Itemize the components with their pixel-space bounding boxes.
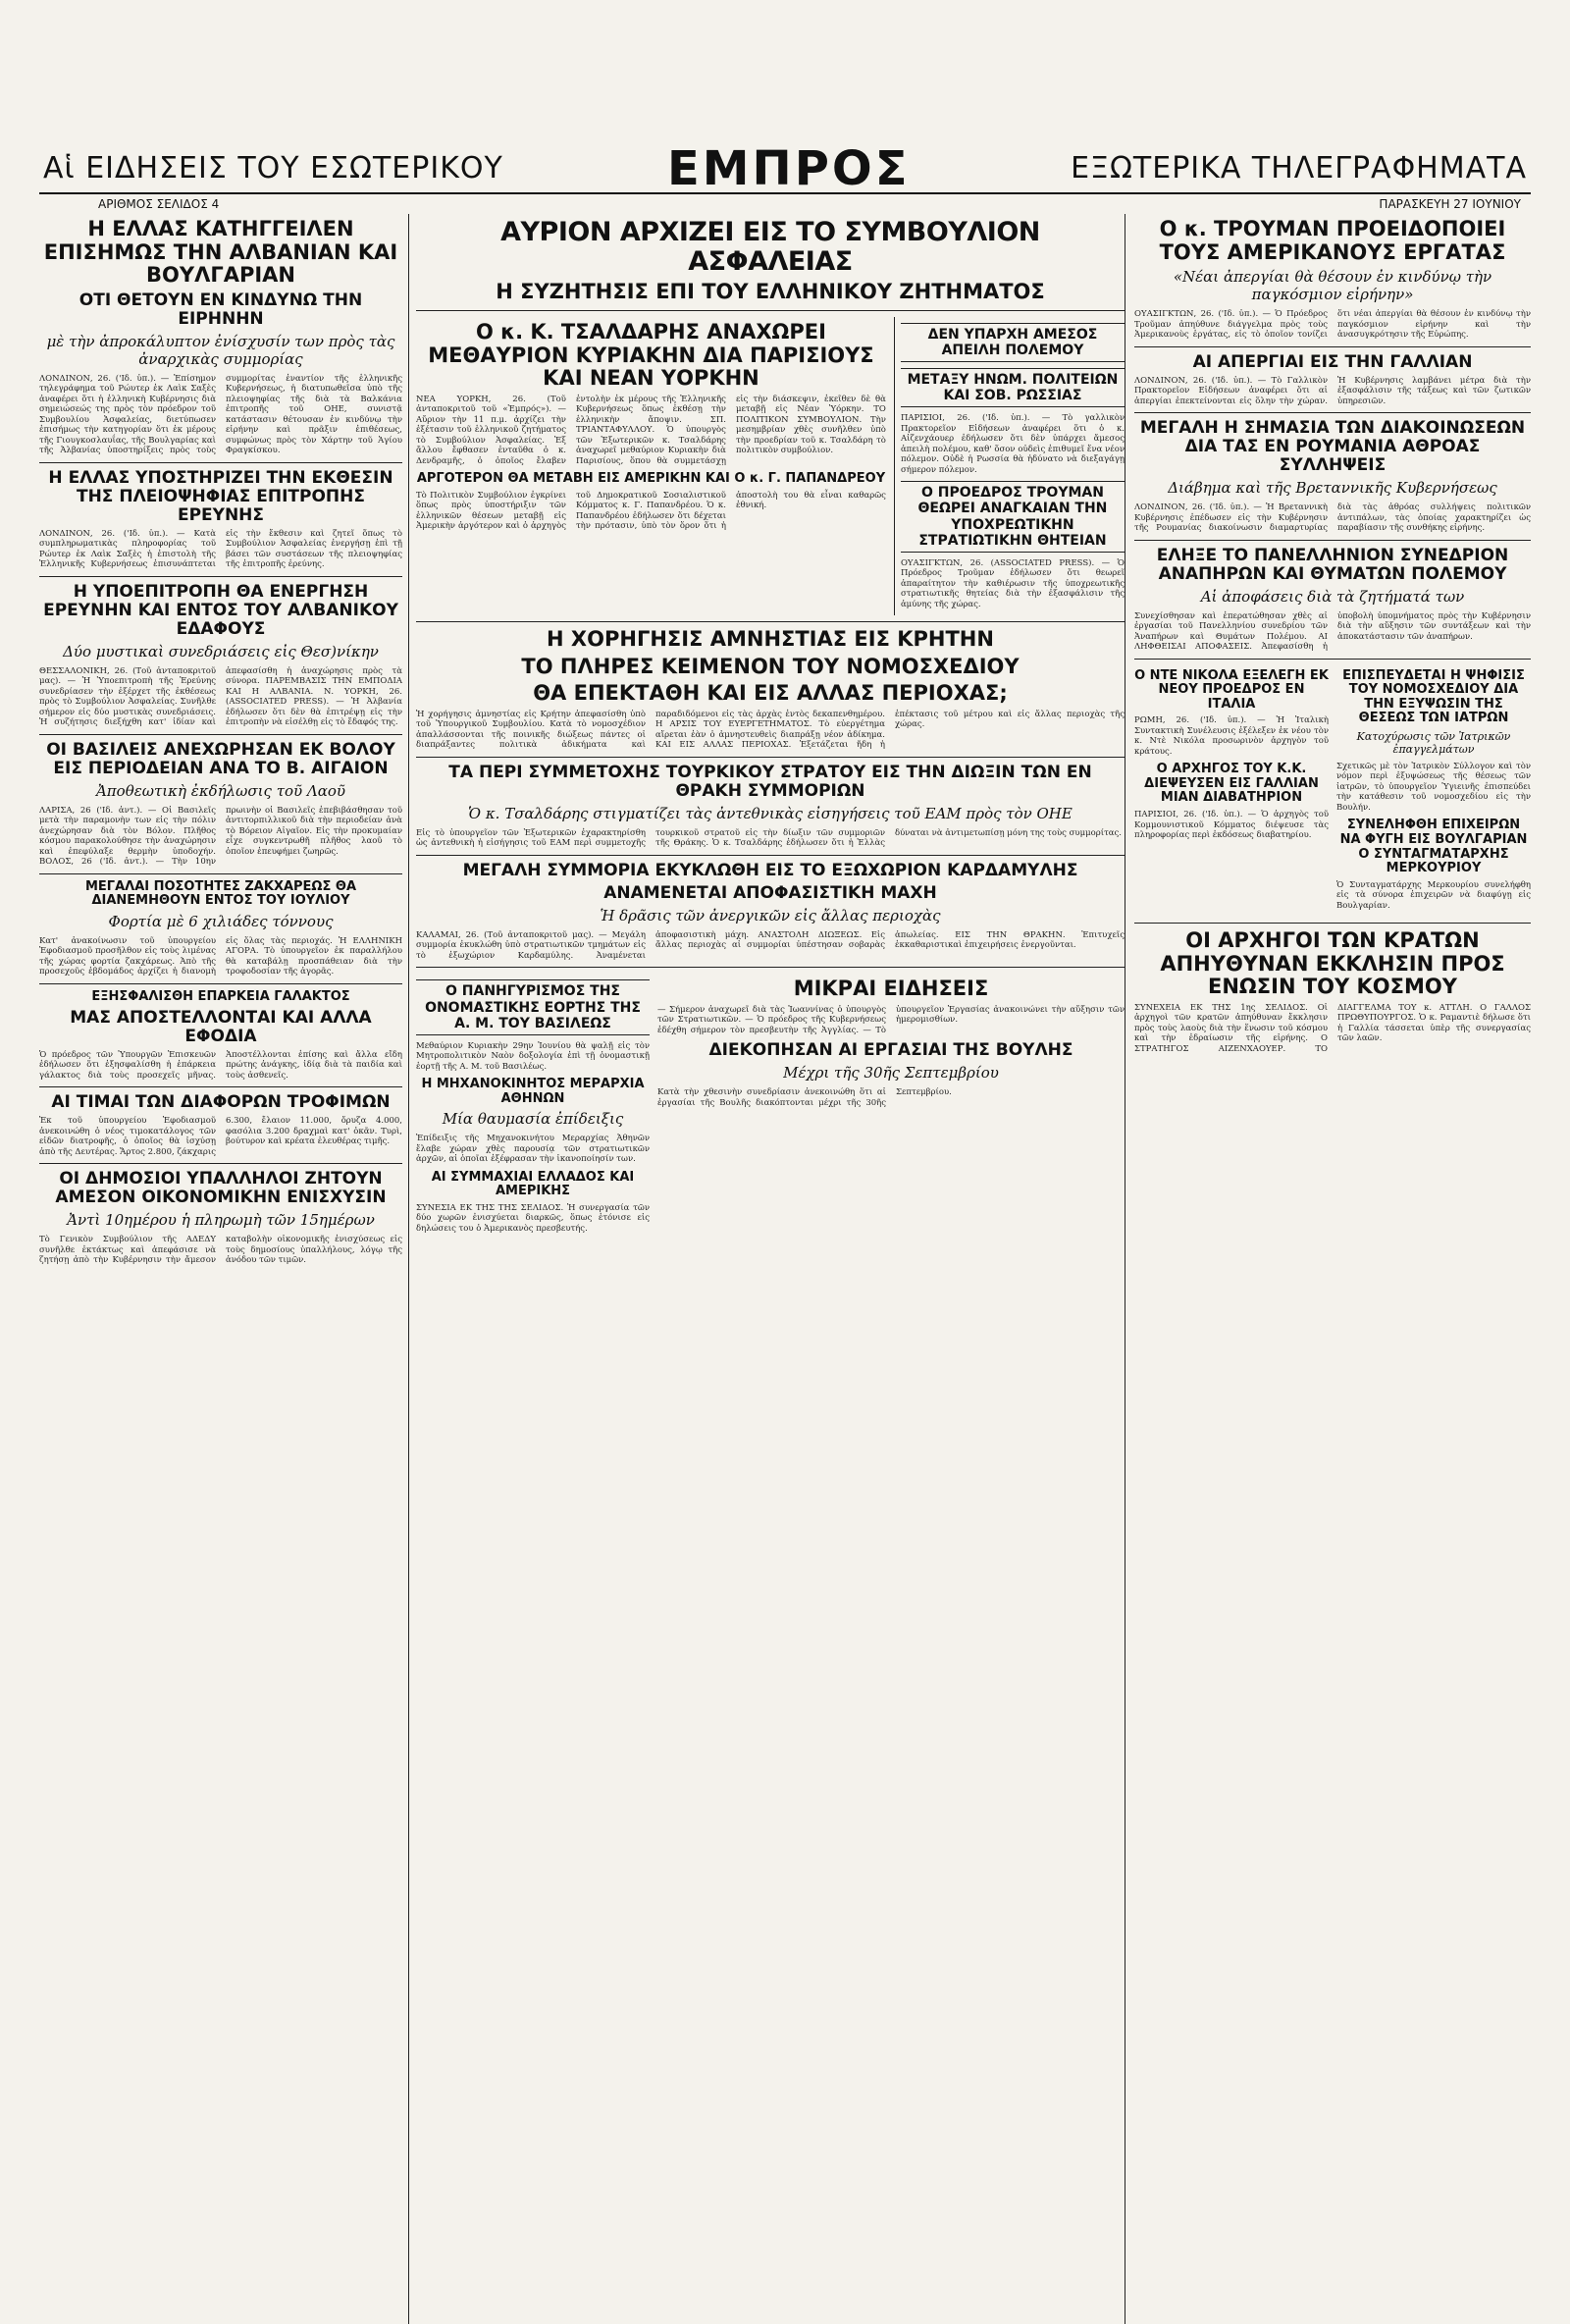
divider [39,983,402,984]
newspaper-logo: ΕΜΠΡΟΣ [667,141,911,196]
article-body: Τὸ Πολιτικὸν Συμβούλιον ἐγκρίνει ὅπως πρὸς ὑποστήριξιν τῶν ἑλληνικῶν θέσεων μεταβῇ εἰς Ἀμερικὴν ἀργότερον καὶ ὁ ἀρχηγὸς τοῦ Δημοκρατικοῦ Σοσιαλιστικοῦ Κόμματος κ. Γ. Παπανδρέου. Ὁ κ. Παπανδρέου ἐδήλωσεν ὅτι δέχεται τὴν πρότασιν, ὑπὸ τὸν ὅρον ὅτι ἡ ἀποστολὴ του θὰ εἶναι καθαρῶς ἐθνική. [416,490,886,532]
article-body: Κατ' ἀνακοίνωσιν τοῦ ὑπουργείου Ἐφοδιασμοῦ προσῆλθον εἰς τοὺς λιμένας τῆς χώρας φορτία ζακχάρεως. Ἀπὸ τῆς προσεχοῦς ἑβδομάδος ἀρχίζει ἡ διανομὴ εἰς ὅλας τὰς περιοχάς. Ἡ ΕΛΛΗΝΙΚΗ ΑΓΟΡΑ. Τὸ ὑπουργεῖον ἐκ παραλλήλου θὰ καταβάλῃ προσπάθειαν διὰ τὴν τροφοδοσίαν τῆς ἀγορᾶς. [39,935,402,977]
newspaper-page [39,0,1531,2324]
divider [39,1163,402,1164]
article-deck: Μία θαυμασία ἐπίδειξις [442,1110,624,1129]
article-headline: ΑΙ ΤΙΜΑΙ ΤΩΝ ΔΙΑΦΟΡΩΝ ΤΡΟΦΙΜΩΝ [51,1092,391,1113]
article-deck: Ἀποθεωτικὴ ἐκδήλωσις τοῦ Λαοῦ [95,781,346,800]
article-body: ΛΟΝΔΙΝΟΝ, 26. ('Ιδ. ὑπ.). — Ἡ Βρεταννικὴ Κυβέρνησις ἐπέδωσεν εἰς τὴν Κυβέρνησιν τῆς Ρουμανίας διακοίνωσιν διαμαρτυρίας διὰ τὰς ἀθρόας συλλήψεις πολιτικῶν ἀντιπάλων, τὰς ὁποίας χαρακτηρίζει ὡς παραβίασιν τῆς συνθήκης εἰρήνης. [1134,502,1531,534]
article-deck: Ἀντὶ 10ημέρου ἡ πληρωμὴ τῶν 15ημέρων [67,1211,375,1230]
article-body: ΛΟΝΔΙΝΟΝ, 26. ('Ιδ. ὑπ.). — Τὸ Γαλλικὸν Πρακτορεῖον Εἰδήσεων ἀναφέρει ὅτι αἱ ἀπεργίαι ἐπεκτείνονται εἰς ὅλην τὴν χώραν. Ἡ Κυβέρνησις λαμβάνει μέτρα διὰ τὴν ἐξασφάλισιν τῆς τάξεως καὶ τῶν ζωτικῶν ὑπηρεσιῶν. [1134,375,1531,406]
article-body: ΡΩΜΗ, 26. ('Ιδ. ὑπ.). — Ἡ Ἰταλικὴ Συντακτικὴ Συνέλευσις ἐξέλεξεν ἐκ νέου τὸν κ. Ντὲ Νικόλα προσωρινὸν ἀρχηγὸν τοῦ κράτους. [1134,715,1329,757]
article-headline: ΕΞΗΣΦΑΛΙΣΘΗ ΕΠΑΡΚΕΙΑ ΓΑΛΑΚΤΟΣ [91,988,350,1004]
divider [416,855,1125,856]
article-headline: Η ΕΛΛΑΣ ΚΑΤΗΓΓΕΙΛΕΝ ΕΠΙΣΗΜΩΣ ΤΗΝ ΑΛΒΑΝΙΑΝ ΚΑΙ ΒΟΥΛΓΑΡΙΑΝ [43,217,398,288]
article-headline: ΜΙΚΡΑΙ ΕΙΔΗΣΕΙΣ [793,977,989,1001]
article-body: ΠΑΡΙΣΙΟΙ, 26. ('Ιδ. ὑπ.). — Τὸ γαλλικὸν Πρακτορεῖον Εἰδήσεων ἀναφέρει ὅτι ὁ κ. Αἰζενχάουερ ἐδήλωσεν ὅτι δὲν ὑπάρχει ἄμεσος ἀπειλὴ πολέμου, καθ' ὅσον οὐδεὶς ἐπιθυμεῖ ἕνα νέον πόλεμον. Οὐδὲ ἡ Ρωσσία θὰ ἠδύνατο νὰ διεξαγάγῃ σήμερον πόλεμον. [900,413,1125,475]
divider [416,967,1125,968]
article-deck: Διάβημα καὶ τῆς Βρεταννικῆς Κυβερνήσεως [1168,479,1497,498]
article-headline: Η ΥΠΟΕΠΙΤΡΟΠΗ ΘΑ ΕΝΕΡΓΗΣΗ ΕΡΕΥΝΗΝ ΚΑΙ ΕΝΤΟΣ ΤΟΥ ΑΛΒΑΝΙΚΟΥ ΕΔΑΦΟΥΣ [43,581,398,639]
divider [416,757,1125,758]
article-subheadline: ΜΑΣ ΑΠΟΣΤΕΛΛΟΝΤΑΙ ΚΑΙ ΑΛΛΑ ΕΦΟΔΙΑ [70,1007,372,1046]
divider [39,873,402,874]
article-body: ΚΑΛΑΜΑΙ, 26. (Τοῦ ἀνταποκριτοῦ μας). — Μεγάλη συμμορία ἐκυκλώθη ὑπὸ στρατιωτικῶν τμημάτων εἰς τὸ ἐξωχώριον Καρδαμύλης. Ἀναμένεται ἀποφασιστικὴ μάχη. ΑΝΑΣΤΟΛΗ ΔΙΩΞΕΩΣ. Εἰς ἄλλας περιοχὰς αἱ συμμορίαι ὑπέστησαν σοβαρὰς ἀπωλείας. ΕΙΣ ΤΗΝ ΘΡΑΚΗΝ. Ἐπιτυχεῖς ἐκκαθαριστικαὶ ἐπιχειρήσεις ἐνεργοῦνται. [416,929,1125,961]
article-headline: ΑΡΓΟΤΕΡΟΝ ΘΑ ΜΕΤΑΒΗ ΕΙΣ ΑΜΕΡΙΚΗΝ ΚΑΙ Ο κ. Γ. ΠΑΠΑΝΔΡΕΟΥ [416,471,886,487]
article-headline: ΔΙΕΚΟΠΗΣΑΝ ΑΙ ΕΡΓΑΣΙΑΙ ΤΗΣ ΒΟΥΛΗΣ [708,1040,1073,1061]
boxed-headline: ΔΕΝ ΥΠΑΡΧΗ ΑΜΕΣΟΣ ΑΠΕΙΛΗ ΠΟΛΕΜΟΥ [901,323,1125,362]
divider [1134,540,1531,541]
article-subheadline: ΤΟ ΠΛΗΡΕΣ ΚΕΙΜΕΝΟΝ ΤΟΥ ΝΟΜΟΣΧΕΔΙΟΥ [521,654,1020,678]
divider [416,621,1125,622]
article-body: Ἐπίδειξις τῆς Μηχανοκινήτου Μεραρχίας Ἀθηνῶν ἔλαβε χώραν χθὲς παρουσίᾳ τῶν στρατιωτικῶν ἀρχῶν, αἱ ὁποῖαι ἐξέφρασαν τὴν ἱκανοποίησίν των. [416,1134,650,1165]
article-headline: ΕΠΙΣΠΕΥΔΕΤΑΙ Η ΨΗΦΙΣΙΣ ΤΟΥ ΝΟΜΟΣΧΕΔΙΟΥ ΔΙΑ ΤΗΝ ΕΞΥΨΩΣΙΝ ΤΗΣ ΘΕΣΕΩΣ ΤΩΝ ΙΑΤΡΩΝ [1342,667,1525,726]
article-deck: «Νέαι ἀπεργίαι θὰ θέσουν ἐν κινδύνῳ τὴν παγκόσμιον εἰρήνην» [1173,268,1492,304]
article-deck: Δύο μυστικαὶ συνεδριάσεις εἰς Θεσ)νίκην [63,642,379,660]
article-headline: Η ΜΗΧΑΝΟΚΙΝΗΤΟΣ ΜΕΡΑΡΧΙΑ ΑΘΗΝΩΝ [421,1077,645,1106]
article-deck: Φορτία μὲ 6 χιλιάδες τόννους [108,912,334,930]
article-subheadline: ΑΝΑΜΕΝΕΤΑΙ ΑΠΟΦΑΣΙΣΤΙΚΗ ΜΑΧΗ [603,882,937,903]
boxed-headline: Ο ΠΑΝΗΓΥΡΙΣΜΟΣ ΤΗΣ ΟΝΟΜΑΣΤΙΚΗΣ ΕΟΡΤΗΣ ΤΗΣ Α. Μ. ΤΟΥ ΒΑΣΙΛΕΩΣ [416,979,650,1034]
article-headline: ΟΙ ΔΗΜΟΣΙΟΙ ΥΠΑΛΛΗΛΟΙ ΖΗΤΟΥΝ ΑΜΕΣΟΝ ΟΙΚΟΝΟΜΙΚΗΝ ΕΝΙΣΧΥΣΙΝ [55,1169,387,1208]
issue-date: ΠΑΡΑΣΚΕΥΗ 27 ΙΟΥΝΙΟΥ [1379,197,1521,211]
article-headline: Ο ΝΤΕ ΝΙΚΟΛΑ ΕΞΕΛΕΓΗ ΕΚ ΝΕΟΥ ΠΡΟΕΔΡΟΣ ΕΝ ΙΤΑΛΙΑ [1134,667,1329,712]
article-body: Συνεχίσθησαν καὶ ἐπερατώθησαν χθὲς αἱ ἐργασίαι τοῦ Πανελληνίου συνεδρίου τῶν Ἀναπήρων καὶ Θυμάτων Πολέμου. ΑΙ ΛΗΦΘΕΙΣΑΙ ΑΠΟΦΑΣΕΙΣ. Ἀπεφασίσθη ἡ ὑποβολὴ ὑπομνήματος πρὸς τὴν Κυβέρνησιν διὰ τὴν αὔξησιν τῶν συντάξεων καὶ τὴν ἀποκατάστασιν τῶν ἀναπήρων. [1134,610,1531,653]
article-deck: Ἡ δρᾶσις τῶν ἀνεργικῶν εἰς ἄλλας περιοχὰς [600,906,941,924]
page-number: ΑΡΙΘΜΟΣ ΣΕΛΙΔΟΣ 4 [98,197,220,211]
divider [39,576,402,577]
section-left-title: Αἱ ΕΙΔΗΣΕΙΣ ΤΟΥ ΕΣΩΤΕΡΙΚΟΥ [43,151,503,185]
article-body: Τὸ Γενικὸν Συμβούλιον τῆς ΑΔΕΔΥ συνῆλθε ἐκτάκτως καὶ ἀπεφάσισε νὰ ζητήσῃ ἀπὸ τὴν Κυβέρνησιν τὴν ἄμεσον καταβολὴν οἰκονομικῆς ἐνισχύσεως εἰς τοὺς δημοσίους ὑπαλλήλους, λόγῳ τῆς ἀνόδου τῶν τιμῶν. [39,1235,402,1266]
article-body: Μεθαύριον Κυριακὴν 29ην Ἰουνίου θὰ ψαλῇ εἰς τὸν Μητροπολιτικὸν Ναὸν δοξολογία ἐπὶ τῇ ὀνομαστικῇ ἑορτῇ τῆς Α. Μ. τοῦ Βασιλέως. [416,1040,650,1072]
article-deck: μὲ τὴν ἀπροκάλυπτον ἐνίσχυσίν των πρὸς τὰς ἀναρχικὰς συμμορίας [46,332,395,368]
article-body: ΛΟΝΔΙΝΟΝ, 26. ('Ιδ. ὑπ.). — Ἐπίσημον τηλεγράφημα τοῦ Ρώυτερ ἐκ Λαὶκ Σαξὲς ἀναφέρει ὅτι ἡ ἑλληνικὴ Κυβέρνησις διὰ σημειώσεώς της πρὸς τὸν πρόεδρον τοῦ Συμβουλίου Ἀσφαλείας, διετύπωσεν ἐπισήμως τὴν κατηγορίαν ὅτι ἐκ μέρους τῆς Γιουγκοσλαυΐας, τῆς Βουλγαρίας καὶ τῆς Ἀλβανίας ὑποστηρίξεις πρὸς τοὺς συμμορίτας ἐναντίον τῆς ἑλληνικῆς Κυβερνήσεως, ἡ διατυπωθεῖσα ὑπὸ τῆς πλειοψηφίας τῆς διὰ τὰ Βαλκάνια ἐπιτροπῆς τοῦ ΟΗΕ, συνιστᾷ κατάστασιν θέτουσαν ἐν κινδύνῳ τὴν εἰρήνην καὶ πρᾶξιν ἐπιθέσεως, συμφώνως πρὸς τὸν Χάρτην τοῦ Ἁγίου Φραγκίσκου. [39,373,402,456]
article-body: — Σήμερον ἀναχωρεῖ διὰ τὰς Ἰωαννίνας ὁ ὑπουργὸς τῶν Στρατιωτικῶν. — Ὁ πρόεδρος τῆς Κυβερνήσεως ἐδέχθη σήμερον τὸν πρεσβευτὴν τῆς Ἀγγλίας. — Τὸ ὑπουργεῖον Ἐργασίας ἀνακοινώνει τὴν αὔξησιν τῶν ἡμερομισθίων. [657,1004,1125,1035]
article-body: ΛΟΝΔΙΝΟΝ, 26. ('Ιδ. ὑπ.). — Κατὰ συμπληρωματικὰς πληροφορίας τοῦ Ρώυτερ ἐκ Λαὶκ Σαξὲς ἡ ἐπιστολὴ τῆς Ἑλληνικῆς Κυβερνήσεως ἐπισυνάπτεται εἰς τὴν ἔκθεσιν καὶ ζητεῖ ὅπως τὸ Συμβούλιον Ἀσφαλείας ἐνεργήσῃ ἐπὶ τῇ βάσει τῶν συστάσεων τῆς πλειοψηφίας τῆς ἐπιτροπῆς ἐρεύνης. [39,528,402,570]
masthead [39,141,1531,196]
article-body: ΣΥΝΕΧΕΙΑ ΕΚ ΤΗΣ 1ης ΣΕΛΙΔΟΣ. Οἱ ἀρχηγοὶ τῶν κρατῶν ἀπηύθυναν ἔκκλησιν πρὸς τοὺς λαοὺς διὰ τὴν ἕνωσιν τοῦ κόσμου καὶ τὴν ἐδραίωσιν τῆς εἰρήνης. Ο ΣΤΡΑΤΗΓΟΣ ΑΙΖΕΝΧΑΟΥΕΡ. ΤΟ ΔΙΑΓΓΕΛΜΑ ΤΟΥ κ. ΑΤΤΛΗ. Ο ΓΑΛΛΟΣ ΠΡΩΘΥΠΟΥΡΓΟΣ. Ὁ κ. Ραμαντιὲ δήλωσε ὅτι ἡ Γαλλία τάσσεται ὑπὲρ τῆς συνεργασίας τῶν λαῶν. [1134,1002,1531,1054]
column-lead [416,214,1125,2324]
article-body: Σχετικῶς μὲ τὸν Ἰατρικὸν Σύλλογον καὶ τὸν νόμον περὶ ἐξυψώσεως τῆς θέσεως τῶν ἰατρῶν, τὸ ὑπουργεῖον Ὑγιεινῆς ἐπισπεύδει τὴν κατάθεσιν τοῦ νομοσχεδίου εἰς τὴν Βουλήν. [1336,761,1531,813]
divider [1134,659,1531,660]
boxed-headline: Ο ΠΡΟΕΔΡΟΣ ΤΡΟΥΜΑΝ ΘΕΩΡΕΙ ΑΝΑΓΚΑΙΑΝ ΤΗΝ ΥΠΟΧΡΕΩΤΙΚΗΝ ΣΤΡΑΤΙΩΤΙΚΗΝ ΘΗΤΕΙΑΝ [901,481,1125,552]
article-headline: ΜΕΓΑΛΑΙ ΠΟΣΟΤΗΤΕΣ ΖΑΚΧΑΡΕΩΣ ΘΑ ΔΙΑΝΕΜΗΘΟΥΝ ΕΝΤΟΣ ΤΟΥ ΙΟΥΛΙΟΥ [84,878,357,909]
article-headline: ΤΑ ΠΕΡΙ ΣΥΜΜΕΤΟΧΗΣ ΤΟΥΡΚΙΚΟΥ ΣΤΡΑΤΟΥ ΕΙΣ ΤΗΝ ΔΙΩΞΙΝ ΤΩΝ ΕΝ ΘΡΑΚΗ ΣΥΜΜΟΡΙΩΝ [448,762,1092,801]
article-body: ΠΑΡΙΣΙΟΙ, 26. ('Ιδ. ὑπ.). — Ὁ ἀρχηγὸς τοῦ Κομμουνιστικοῦ Κόμματος διέψευσε τὰς πληροφορίας περὶ ἐκδόσεως διαβατηρίου. [1134,810,1329,840]
divider [1134,346,1531,347]
lead-headline: ΑΥΡΙΟΝ ΑΡΧΙΖΕΙ ΕΙΣ ΤΟ ΣΥΜΒΟΥΛΙΟΝ ΑΣΦΑΛΕΙΑΣ [500,217,1040,278]
article-subheadline: ΟΤΙ ΘΕΤΟΥΝ ΕΝ ΚΙΝΔΥΝΩ ΤΗΝ ΕΙΡΗΝΗΝ [78,290,363,329]
article-headline: ΕΛΗΞΕ ΤΟ ΠΑΝΕΛΛΗΝΙΟΝ ΣΥΝΕΔΡΙΟΝ ΑΝΑΠΗΡΩΝ ΚΑΙ ΘΥΜΑΤΩΝ ΠΟΛΕΜΟΥ [1156,545,1509,584]
article-body: Ὁ πρόεδρος τῶν Ὑπουργῶν Ἐπισκευῶν ἐδήλωσεν ὅτι ἐξησφαλίσθη ἡ ἐπάρκεια γάλακτος διὰ τοὺς προσεχεῖς μῆνας. Ἀποστέλλονται ἐπίσης καὶ ἄλλα εἴδη πρώτης ἀνάγκης, ἰδίᾳ διὰ τὰ παιδία καὶ τοὺς ἀσθενεῖς. [39,1049,402,1081]
article-body: ΘΕΣΣΑΛΟΝΙΚΗ, 26. (Τοῦ ἀνταποκριτοῦ μας). — Ἡ Ὑποεπιτροπὴ τῆς Ἐρεύνης συνεδρίασεν τὴν ἐξέρχετ τῆς ἐκθέσεως πρὸς τὸ Συμβούλιον Ἀσφαλείας. Συνῆλθε σήμερον εἰς δύο μυστικὰς συνεδριάσεις. Ἡ συζήτησις διεξήχθη κατ' ἰδίαν καὶ ἀπεφασίσθη ἡ ἀναχώρησις πρὸς τὰ σύνορα. ΠΑΡΕΜΒΑΣΙΣ ΤΗΝ ΕΜΠΟΔΙΑ ΚΑΙ Η ΑΛΒΑΝΙΑ. Ν. ΥΟΡΚΗ, 26. (ASSOCIATED PRESS). — Ἡ Ἀλβανία ἐδήλωσεν ὅτι δὲν θὰ ἐπιτρέψῃ εἰς τὴν ἐπιτροπὴν νὰ εἰσέλθῃ εἰς τὸ ἔδαφός της. [39,665,402,728]
article-headline: ΟΙ ΒΑΣΙΛΕΙΣ ΑΝΕΧΩΡΗΣΑΝ ΕΚ ΒΟΛΟΥ ΕΙΣ ΠΕΡΙΟΔΕΙΑΝ ΑΝΑ ΤΟ Β. ΑΙΓΑΙΟΝ [46,739,395,778]
divider [1134,412,1531,413]
section-right-title: ΕΞΩΤΕΡΙΚΑ ΤΗΛΕΓΡΑΦΗΜΑΤΑ [1071,151,1527,185]
article-body: ΝΕΑ ΥΟΡΚΗ, 26. (Τοῦ ἀνταποκριτοῦ τοῦ «Ἐμπρός»). — Αὔριον τὴν 11 π.μ. ἀρχίζει τὴν ἐξέτασιν τοῦ ἑλληνικοῦ ζητήματος τὸ Συμβούλιον Ἀσφαλείας. Ἐξ ἄλλου ἔφθασεν ἐνταῦθα ὁ κ. Δενδραμῆς, ὁ ὁποῖος ἔλαβεν ἐντολὴν ἐκ μέρους τῆς Ἑλληνικῆς Κυβερνήσεως ὅπως ἐκθέσῃ τὴν ἑλληνικὴν ἄποψιν. ΣΠ. ΤΡΙΑΝΤΑΦΥΛΛΟΥ. Ὁ ὑπουργὸς τῶν Ἐξωτερικῶν κ. Τσαλδάρης ἀναχωρεῖ μεθαύριον Κυριακὴν διὰ Παρισίους, ὅπου θὰ συμμετάσχῃ εἰς τὴν διάσκεψιν, ἐκεῖθεν δὲ θὰ μεταβῇ εἰς Νέαν Ὑόρκην. ΤΟ ΠΟΛΙΤΙΚΟΝ ΣΥΜΒΟΥΛΙΟΝ. Τὴν μεσημβρίαν χθὲς συνῆλθεν ὑπὸ τὴν προεδρίαν τοῦ κ. Τσαλδάρη τὸ πολιτικὸν συμβούλιον. [416,394,886,466]
divider [39,1086,402,1087]
article-subheadline: ΘΑ ΕΠΕΚΤΑΘΗ ΚΑΙ ΕΙΣ ΑΛΛΑΣ ΠΕΡΙΟΧΑΣ; [533,681,1008,706]
article-headline: Ο κ. Κ. ΤΣΑΛΔΑΡΗΣ ΑΝΑΧΩΡΕΙ ΜΕΘΑΥΡΙΟΝ ΚΥΡΙΑΚΗΝ ΔΙΑ ΠΑΡΙΣΙΟΥΣ ΚΑΙ ΝΕΑΝ ΥΟΡΚΗΝ [428,319,874,391]
article-headline: Ο ΑΡΧΗΓΟΣ ΤΟΥ Κ.Κ. ΔΙΕΨΕΥΣΕΝ ΕΙΣ ΓΑΛΛΙΑΝ ΜΙΑΝ ΔΙΑΒΑΤΗΡΙΟΝ [1144,762,1319,806]
article-deck: Αἱ ἀποφάσεις διὰ τὰ ζητήματά των [1200,587,1465,606]
article-headline: Η ΕΛΛΑΣ ΥΠΟΣΤΗΡΙΖΕΙ ΤΗΝ ΕΚΘΕΣΙΝ ΤΗΣ ΠΛΕΙΟΨΗΦΙΑΣ ΕΠΙΤΡΟΠΗΣ ΕΡΕΥΝΗΣ [48,467,393,525]
divider [39,734,402,735]
article-headline: ΑΙ ΣΥΜΜΑΧΙΑΙ ΕΛΛΑΔΟΣ ΚΑΙ ΑΜΕΡΙΚΗΣ [431,1169,635,1199]
divider [39,462,402,463]
article-body: ΣΥΝΕΣΙΑ ΕΚ ΤΗΣ ΤΗΣ ΣΕΛΙΔΟΣ. Ἡ συνεργασία τῶν δύο χωρῶν ἐνισχύεται διαρκῶς, ὅπως ἐτόνισε εἰς δηλώσεις του ὁ Ἀμερικανὸς πρεσβευτής. [416,1202,650,1234]
article-deck: Κατοχύρωσις τῶν Ἰατρικῶν ἐπαγγελμάτων [1356,729,1511,756]
article-headline: ΜΕΓΑΛΗ ΣΥΜΜΟΡΙΑ ΕΚΥΚΛΩΘΗ ΕΙΣ ΤΟ ΕΞΩΧΩΡΙΟΝ ΚΑΡΔΑΜΥΛΗΣ [462,860,1078,880]
subheader [39,194,1531,214]
article-body: ΛΑΡΙΣΑ, 26 ('Ιδ. ἀντ.). — Οἱ Βασιλεῖς μετὰ τὴν παραμονὴν των εἰς τὴν πόλιν ἀνεχώρησαν διὰ τὸν Βόλον. Πλῆθος κόσμου παρακολούθησε τὴν ἀναχώρησιν καὶ ἐπεφύλαξε θερμὴν ὑποδοχήν. ΒΟΛΟΣ, 26 ('Ιδ. ἀντ.). — Τὴν 10ην πρωινὴν οἱ Βασιλεῖς ἐπεβιβάσθησαν τοῦ ἀντιτορπιλλικοῦ διὰ τὴν περιοδείαν ἀνὰ τὸ Βόρειον Αἰγαῖον. Εἰς τὴν προκυμαίαν εἶχε συγκεντρωθῆ πλῆθος λαοῦ τὸ ὁποῖον ἐπευφήμει ζωηρῶς. [39,805,402,868]
article-headline: ΣΥΝΕΛΗΦΘΗ ΕΠΙΧΕΙΡΩΝ ΝΑ ΦΥΓΗ ΕΙΣ ΒΟΥΛΓΑΡΙΑΝ Ο ΣΥΝΤΑΓΜΑΤΑΡΧΗΣ ΜΕΡΚΟΥΡΙΟΥ [1339,818,1528,876]
article-body: ΟΥΑΣΙΓΚΤΩΝ, 26. (ASSOCIATED PRESS). — Ὁ Πρόεδρος Τροῦμαν ἐδήλωσεν ὅτι θεωρεῖ ἀπαραίτητον τὴν καθιέρωσιν τῆς ὑποχρεωτικῆς στρατιωτικῆς θητείας διὰ τὴν ἐξασφάλισιν τῆς ἀμύνης τῆς χώρας. [900,557,1125,609]
article-body: ΟΥΑΣΙΓΚΤΩΝ, 26. ('Ιδ. ὑπ.). — Ὁ Πρόεδρος Τροῦμαν ἀπηύθυνε διάγγελμα πρὸς τοὺς Ἀμερικανοὺς ἐργάτας, εἰς τὸ ὁποῖον τονίζει ὅτι νέαι ἀπεργίαι θὰ θέσουν ἐν κινδύνῳ τὴν παγκόσμιον εἰρήνην καὶ τὴν ἀνασυγκρότησιν τῆς Εὐρώπης. [1134,309,1531,341]
article-body: Ἐκ τοῦ ὑπουργείου Ἐφοδιασμοῦ ἀνεκοινώθη ὁ νέος τιμοκατάλογος τῶν εἰδῶν διατροφῆς, ὁ ὁποῖος θὰ ἰσχύσῃ ἀπὸ τῆς Δευτέρας. Ἄρτος 2.800, ζάκχαρις 6.300, ἔλαιον 11.000, ὄρυζα 4.000, φασόλια 3.200 δραχμαὶ κατ' ὀκᾶν. Τυρὶ, βούτυρον καὶ κρέατα ἐλευθέρας τιμῆς. [39,1116,402,1157]
article-headline: ΑΙ ΑΠΕΡΓΙΑΙ ΕΙΣ ΤΗΝ ΓΑΛΛΙΑΝ [1192,351,1473,372]
article-body: Ἡ χορήγησις ἀμνηστίας εἰς Κρήτην ἀπεφασίσθη ὑπὸ τοῦ Ὑπουργικοῦ Συμβουλίου. Κατὰ τὸ νομοσχέδιον ἀπαλλάσσονται τῆς ποινικῆς διώξεως πάντες οἱ διαπράξαντες πολιτικὰ ἀδικήματα καὶ παραδιδόμενοι εἰς τὰς ἀρχὰς ἐντὸς δεκαπενθημέρου. Η ΑΡΣΙΣ ΤΟΥ ΕΥΕΡΓΕΤΗΜΑΤΟΣ. Τὸ εὐεργέτημα αἴρεται ἐὰν ὁ ἀμνηστευθεὶς διαπράξῃ νέον ἀδίκημα. ΚΑΙ ΕΙΣ ΑΛΛΑΣ ΠΕΡΙΟΧΑΣ. Ἐξετάζεται ἤδη ἡ ἐπέκτασις τοῦ μέτρου καὶ εἰς ἄλλας περιοχὰς τῆς χώρας. [416,709,1125,751]
article-body: Ὁ Συνταγματάρχης Μερκουρίου συνελήφθη εἰς τὰ σύνορα ἐπιχειρῶν νὰ διαφύγῃ εἰς Βουλγαρίαν. [1336,879,1531,911]
divider [416,310,1125,311]
article-headline: Ο κ. ΤΡΟΥΜΑΝ ΠΡΟΕΙΔΟΠΟΙΕΙ ΤΟΥΣ ΑΜΕΡΙΚΑΝΟΥΣ ΕΡΓΑΤΑΣ [1159,217,1506,264]
column-foreign [1134,214,1531,2324]
article-body: Κατὰ τὴν χθεσινὴν συνεδρίασιν ἀνεκοινώθη ὅτι αἱ ἐργασίαι τῆς Βουλῆς διακόπτονται μέχρι τῆς 30ῆς Σεπτεμβρίου. [657,1087,952,1108]
article-headline: Η ΧΟΡΗΓΗΣΙΣ ΑΜΝΗΣΤΙΑΣ ΕΙΣ ΚΡΗΤΗΝ [547,627,994,652]
article-deck: Μέχρι τῆς 30ῆς Σεπτεμβρίου [783,1064,999,1083]
article-headline: ΟΙ ΑΡΧΗΓΟΙ ΤΩΝ ΚΡΑΤΩΝ ΑΠΗΥΘΥΝΑΝ ΕΚΚΛΗΣΙΝ ΠΡΟΣ ΕΝΩΣΙΝ ΤΟΥ ΚΟΣΜΟΥ [1160,928,1505,999]
column-domestic [39,214,409,2324]
boxed-headline: ΜΕΤΑΞΥ ΗΝΩΜ. ΠΟΛΙΤΕΙΩΝ ΚΑΙ ΣΟΒ. ΡΩΣΣΙΑΣ [901,368,1125,407]
article-body: Εἰς τὸ ὑπουργεῖον τῶν Ἐξωτερικῶν ἐχαρακτηρίσθη ὡς ἀντεθνικὴ ἡ εἰσήγησις τοῦ ΕΑΜ περὶ συμμετοχῆς τουρκικοῦ στρατοῦ εἰς τὴν δίωξιν τῶν συμμοριῶν τῆς Θράκης. Ὁ κ. Τσαλδάρης ἐδήλωσεν ὅτι ἡ Ἑλλὰς δύναται νὰ ἀντιμετωπίσῃ μόνη της τοὺς συμμορίτας. [416,827,1122,849]
article-deck: Ὁ κ. Τσαλδάρης στιγματίζει τὰς ἀντεθνικὰς εἰσηγήσεις τοῦ ΕΑΜ πρὸς τὸν ΟΗΕ [468,804,1073,822]
divider [1134,923,1531,924]
article-headline: ΜΕΓΑΛΗ Η ΣΗΜΑΣΙΑ ΤΩΝ ΔΙΑΚΟΙΝΩΣΕΩΝ ΔΙΑ ΤΑΣ ΕΝ ΡΟΥΜΑΝΙΑ ΑΘΡΟΑΣ ΣΥΛΛΗΨΕΙΣ [1139,418,1526,476]
lead-subheadline: Η ΣΥΖΗΤΗΣΙΣ ΕΠΙ ΤΟΥ ΕΛΛΗΝΙΚΟΥ ΖΗΤΗΜΑΤΟΣ [496,280,1045,304]
